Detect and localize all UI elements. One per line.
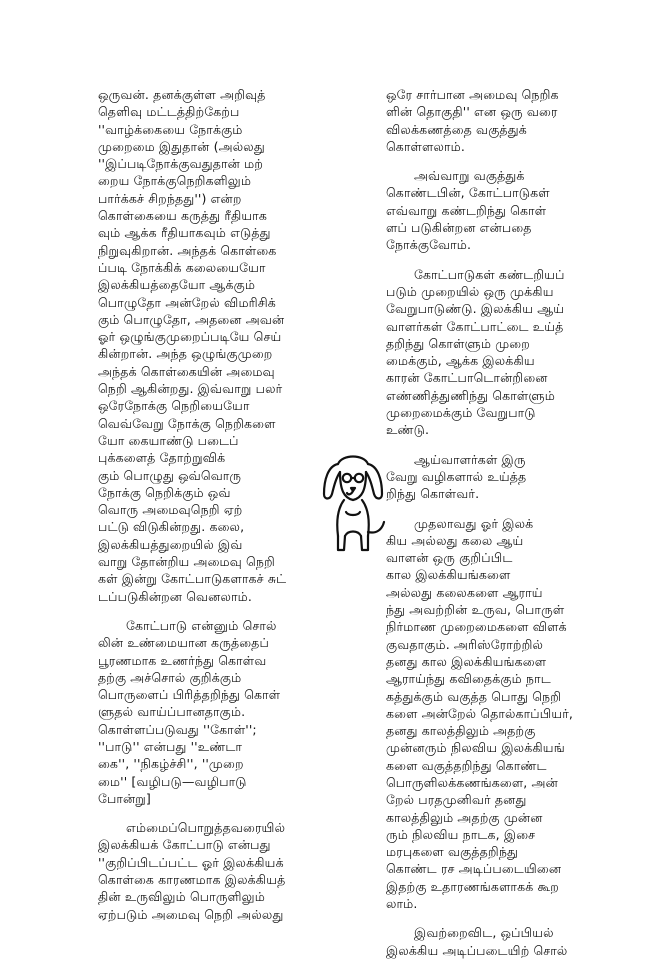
right-column-line: ஒரே சார்பான அமைவு நெறிக xyxy=(386,87,559,102)
right-column-line: எவ்வாறு கண்டறிந்து கொள் xyxy=(386,202,547,218)
left-column-line: போன்று] xyxy=(98,790,151,806)
left-column-line: எம்மைப்பொறுத்தவரையில் xyxy=(126,820,286,836)
right-column-line: நிர்மாண முறைமைகளை விளக் xyxy=(386,619,567,635)
left-column-line: கள் இன்று கோட்பாடுகளாகச் சுட் xyxy=(98,571,287,587)
right-column-line: கோட்பாடுகள் கண்டறியப் xyxy=(414,266,565,282)
left-column-line: பட்டு விடுகின்றது. கலை, xyxy=(98,519,245,535)
right-column-line: கொள்ளலாம். xyxy=(386,138,465,154)
left-column-line: கொள்ளப்படுவது ''கோள்''; xyxy=(98,721,257,737)
right-column-line: குவதாகும். அரிஸ்ரோற்றில் xyxy=(386,636,544,652)
right-column-line: உண்டு. xyxy=(386,422,430,438)
right-column-line: நோக்குவோம். xyxy=(386,237,472,253)
right-column-line: முன்னரும் நிலவிய இலக்கியங் xyxy=(386,740,565,756)
left-column-line: புக்களைத் தோற்றுவிக் xyxy=(98,450,226,466)
paragraph-gap xyxy=(386,254,644,266)
left-column-line: கும் பொழுதோ, அதனை அவன் xyxy=(98,311,285,327)
left-column-line: ஒருவன். தனக்குள்ள அறிவுத் xyxy=(98,87,266,102)
paragraph-gap xyxy=(386,503,644,515)
right-column-line: களை அன்றேல் தொல்காப்பியர், xyxy=(386,705,574,721)
left-column-line: ஒரேநோக்கு நெறியையோ xyxy=(98,398,250,414)
right-column-line: கால இலக்கியங்களை xyxy=(386,567,511,583)
left-column-line: தற்கு அச்சொல் குறிக்கும் xyxy=(98,669,242,685)
left-column-line: தின் உருவிலும் பொருளிலும் xyxy=(98,889,265,905)
left-column-line: கோட்பாடு என்னும் சொல் xyxy=(126,617,277,633)
left-column-line: வெவ்வேறு நோக்கு நெறிகளை xyxy=(98,415,276,431)
left-column-line: அந்தக் கொள்கையின் அமைவு xyxy=(98,363,275,379)
left-column-line: ப்படி நோக்கிக் கலையையோ xyxy=(98,259,266,275)
paragraph-gap xyxy=(386,439,644,451)
right-column-line: கொண்ட ரச அடிப்படையினை xyxy=(386,861,562,877)
left-column-line: வொரு அமைவுநெறி ஏற் xyxy=(98,502,243,518)
left-column-line: இலக்கியத்தையோ ஆக்கும் xyxy=(98,277,256,293)
paragraph-gap xyxy=(386,155,644,167)
left-column-line: லின் உண்மையான கருத்தைப் xyxy=(98,635,269,651)
right-column-line: மரபுகளை வகுத்தறிந்து xyxy=(386,844,519,860)
left-column-line: கொள்கை காரணமாக இலக்கியத் xyxy=(98,872,286,888)
right-column-line: வாளர்கள் கோட்பாட்டை உய்த் xyxy=(386,318,564,334)
right-column-line: கத்துக்கும் வகுத்த பொது நெறி xyxy=(386,688,562,704)
right-column-line: எண்ணித்துணிந்து கொள்ளும் xyxy=(386,387,555,403)
left-column-line: றைய நோக்குநெறிகளிலும் xyxy=(98,173,252,189)
right-text-column xyxy=(386,86,644,959)
right-column-line: முறைமைக்கும் வேறுபாடு xyxy=(386,405,536,421)
paragraph-gap xyxy=(98,605,360,617)
left-column-line: நெறி ஆகின்றது. இவ்வாறு பலர் xyxy=(98,381,283,397)
left-column-line: கை'', ''நிகழ்ச்சி'', ''முறை xyxy=(98,756,244,772)
left-column-line: கும் பொழுது ஒவ்வொரு xyxy=(98,467,242,483)
right-column-line: வேறு வழிகளால் உய்த்த xyxy=(386,468,527,484)
left-column-line: பூரணமாக உணர்ந்து கொள்வ xyxy=(98,652,267,668)
left-column-line: வும் ஆக்க ரீதியாகவும் எடுத்து xyxy=(98,225,271,241)
right-column-line: லாம். xyxy=(386,896,418,912)
right-column-line: பொருளிலக்கணங்களை, அன் xyxy=(386,774,558,790)
right-column-line: விலக்கணத்தை வகுத்துக் xyxy=(386,121,527,137)
left-column-line: ''இப்படிநோக்குவதுதான் மற் xyxy=(98,156,263,172)
left-column-line: வாறு தோன்றிய அமைவு நெறி xyxy=(98,554,275,570)
left-column-line: தெளிவு மட்டத்திற்கேற்ப xyxy=(98,104,240,120)
left-column-line: இலக்கியக் கோட்பாடு என்பது xyxy=(98,837,271,853)
right-column-line: வேறுபாடுண்டு. இலக்கிய ஆய் xyxy=(386,301,565,317)
right-column-line: காரன் கோட்பாடொன்றினை xyxy=(386,370,548,386)
left-column-line: பொருளைப் பிரித்தறிந்து கொள் xyxy=(98,687,281,703)
right-column-line: தறிந்து கொள்ளும் முறை xyxy=(386,335,530,351)
right-column-line: தனது கால இலக்கியங்களை xyxy=(386,653,547,669)
right-column-line: படும் முறையில் ஒரு முக்கிய xyxy=(386,283,554,299)
right-column-line: அல்லது கலைகளை ஆராய் xyxy=(386,584,543,600)
left-column-line: கொள்கையை கருத்து ரீதியாக xyxy=(98,208,268,224)
left-column-line: பொழுதோ அன்றேல் விமரிசிக் xyxy=(98,294,276,310)
left-column-line: பார்க்கச் சிறந்தது'') என்ற xyxy=(98,190,242,206)
right-column-line: ரும் நிலவிய நாடக, இசை xyxy=(386,826,536,842)
right-column-line: ளப் படுகின்றன என்பதை xyxy=(386,220,532,236)
right-column-line: றேல் பரதமுனிவர் தனது xyxy=(386,792,527,808)
left-column-line: கின்றான். அந்த ஒழுங்குமுறை xyxy=(98,346,273,362)
paragraph-gap xyxy=(386,912,644,924)
left-column-line: ''வாழ்க்கையை நோக்கும் xyxy=(98,121,243,137)
right-column-line: இவற்றைவிட, ஒப்பியல் xyxy=(414,925,554,941)
right-column-line: ஆய்வாளர்கள் இரு xyxy=(414,451,526,467)
left-column-line: நிறுவுகிறான். அந்தக் கொள்கை xyxy=(98,242,277,258)
left-column-line: நோக்கு நெறிக்கும் ஒவ் xyxy=(98,484,231,500)
right-column-line: மைக்கும், ஆக்க இலக்கிய xyxy=(386,353,535,369)
left-column-line: இலக்கியத்துறையில் இவ் xyxy=(98,536,243,552)
right-column-line: களை வகுத்தறிந்து கொண்ட xyxy=(386,757,547,773)
right-column-line: முதலாவது ஓர் இலக் xyxy=(414,515,534,531)
right-column-line: வாளன் ஒரு குறிப்பிட xyxy=(386,550,513,566)
right-column-line: காலத்திலும் அதற்கு முன்ன xyxy=(386,809,543,825)
right-column-line: கிய அல்லது கலை ஆய் xyxy=(386,532,524,548)
right-column-line: கொண்டபின், கோட்பாடுகள் xyxy=(386,185,550,201)
left-column-line: முறைமை இதுதான் (அல்லது xyxy=(98,138,265,154)
left-column-line: ளுதல் வாய்ப்பானதாகும். xyxy=(98,704,246,720)
dog-illustration xyxy=(318,450,388,558)
right-column-line: ஆராய்ந்து கவிதைக்கும் நாட xyxy=(386,671,551,687)
left-column-line: மை'' [வழிபடு—வழிபாடு xyxy=(98,773,247,789)
paragraph-gap xyxy=(98,807,360,819)
right-column-line: ளின் தொகுதி'' என ஒரு வரை xyxy=(386,104,558,120)
left-column-line: ஏற்படும் அமைவு நெறி அல்லது xyxy=(98,906,284,922)
right-column-line: தனது காலத்திலும் அதற்கு xyxy=(386,723,536,739)
left-column-line: யோ கையாண்டு படைப் xyxy=(98,432,239,448)
left-column-line: ''குறிப்பிடப்பட்ட ஓர் இலக்கியக் xyxy=(98,854,284,870)
right-column-line: அவ்வாறு வகுத்துக் xyxy=(414,168,525,184)
left-column-line: ''பாடு'' என்பது ''உண்டா xyxy=(98,738,243,754)
left-column-line: டப்படுகின்றன வெனலாம். xyxy=(98,588,252,604)
right-column-line: இதற்கு உதாரணங்களாகக் கூற xyxy=(386,878,559,894)
right-column-line: ந்து அவற்றின் உருவ, பொருள் xyxy=(386,602,565,618)
right-column-line: றிந்து கொள்வர். xyxy=(386,486,480,502)
left-column-line: ஓர் ஒழுங்குமுறைப்படியே செய் xyxy=(98,329,282,345)
right-column-line: இலக்கிய அடிப்படையிற் சொல் xyxy=(386,942,568,958)
